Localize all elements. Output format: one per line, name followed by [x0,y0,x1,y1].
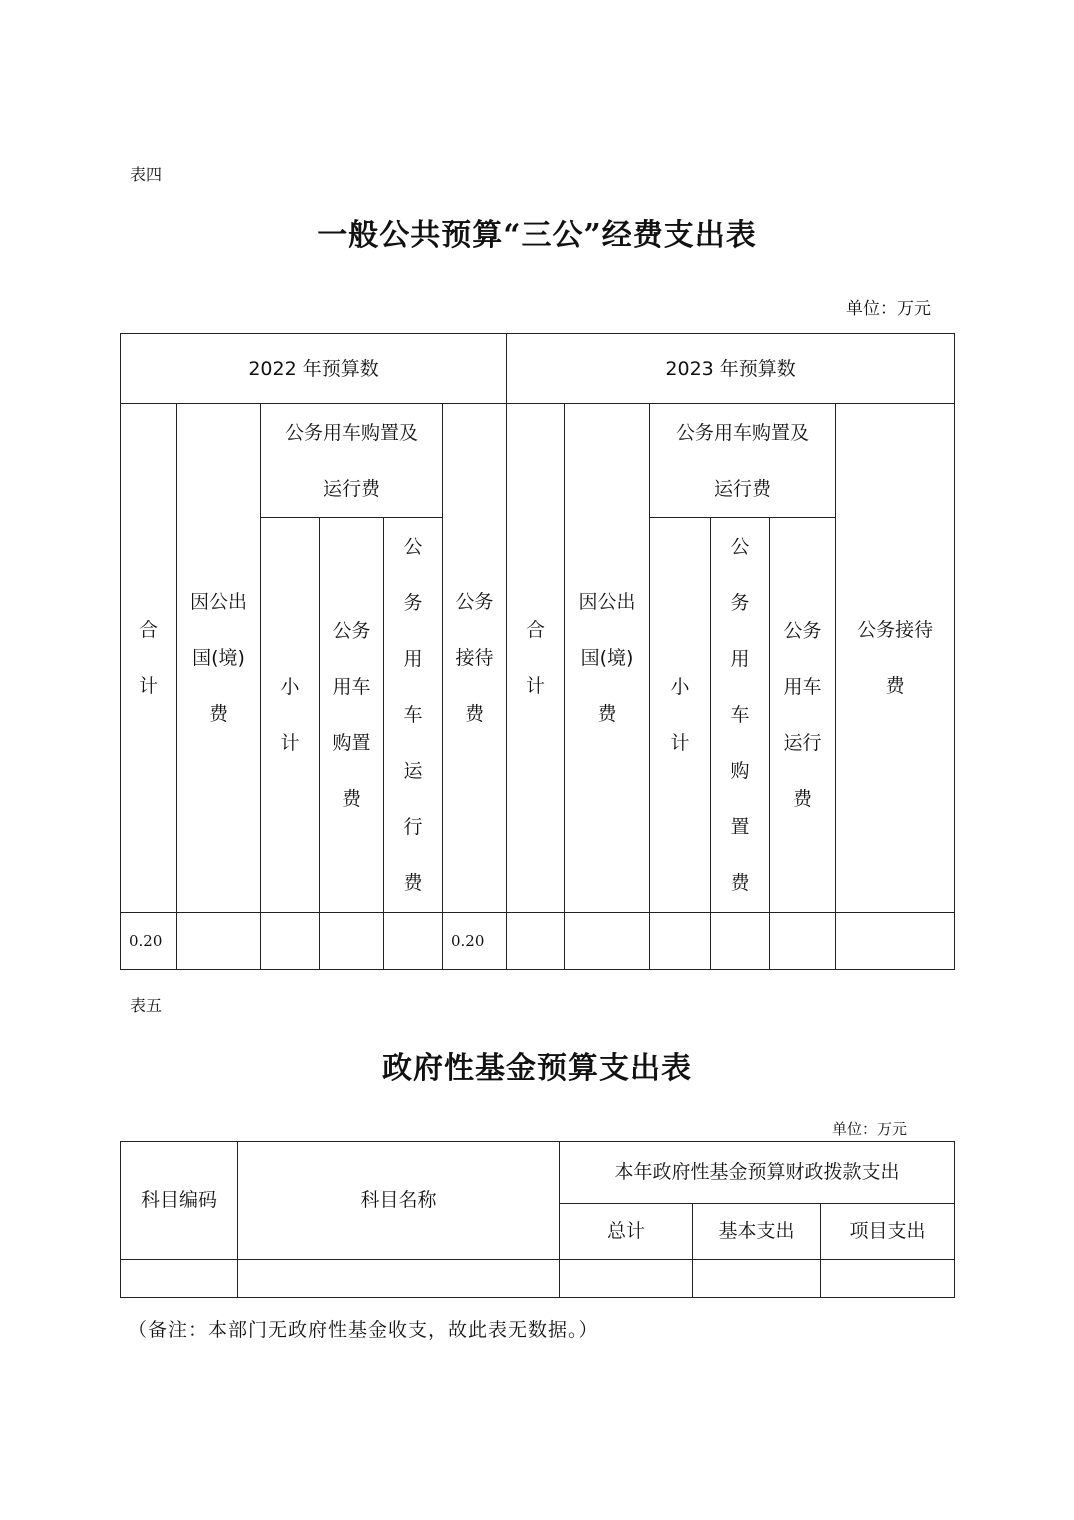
cell-reception-2022: 0.20 [443,913,507,970]
col-abroad-2023: 因公出 国(境) 费 [565,404,650,913]
col-basic: 基本支出 [693,1204,821,1260]
cell-abroad-2023 [565,913,650,970]
government-fund-table [120,1141,955,1298]
cell-name [238,1260,560,1298]
col-abroad-2022: 因公出 国(境) 费 [177,404,261,913]
cell-code [121,1260,238,1298]
col-operation-2023: 公务 用车 运行 费 [770,518,836,913]
col-grand-total: 总计 [560,1204,693,1260]
table4-title: 一般公共预算“三公”经费支出表 [317,218,757,253]
col-subtotal-2023: 小 计 [650,518,711,913]
col-operation-2022: 公 务 用 车 运 行 费 [384,518,443,913]
cell-reception-2023 [836,913,955,970]
col-purchase-2023: 公 务 用 车 购 置 费 [711,518,770,913]
header-2022: 2022 年预算数 [121,334,507,404]
table5-unit: 单位：万元 [832,1120,908,1138]
cell-project [821,1260,955,1298]
header-2023: 2023 年预算数 [507,334,955,404]
table-row [121,1260,955,1298]
col-purchase-2022: 公务 用车 购置 费 [320,518,384,913]
col-name: 科目名称 [238,1142,560,1260]
col-vehicle-group-2022: 公务用车购置及 运行费 [261,404,443,518]
table5-tag: 表五 [130,996,163,1015]
table4-unit: 单位：万元 [846,299,931,319]
cell-total-2023 [507,913,565,970]
table4-tag: 表四 [130,165,163,184]
col-code: 科目编码 [121,1142,238,1260]
cell-abroad-2022 [177,913,261,970]
table-row [121,913,955,970]
cell-operation-2022 [384,913,443,970]
col-total-2022: 合 计 [121,404,177,913]
cell-operation-2023 [770,913,836,970]
col-vehicle-group-2023: 公务用车购置及 运行费 [650,404,836,518]
cell-subtotal-2023 [650,913,711,970]
cell-total-2022: 0.20 [121,913,177,970]
col-project: 项目支出 [821,1204,955,1260]
col-reception-2023: 公务接待 费 [836,404,955,913]
cell-total [560,1260,693,1298]
table5-title: 政府性基金预算支出表 [382,1051,692,1086]
col-group: 本年政府性基金预算财政拨款支出 [560,1142,955,1204]
col-total-2023: 合 计 [507,404,565,913]
cell-purchase-2022 [320,913,384,970]
table5-note: （备注：本部门无政府性基金收支，故此表无数据。） [128,1319,599,1341]
cell-subtotal-2022 [261,913,320,970]
col-subtotal-2022: 小 计 [261,518,320,913]
col-reception-2022: 公务 接待 费 [443,404,507,913]
three-public-expenditure-table [120,333,955,970]
cell-basic [693,1260,821,1298]
cell-purchase-2023 [711,913,770,970]
